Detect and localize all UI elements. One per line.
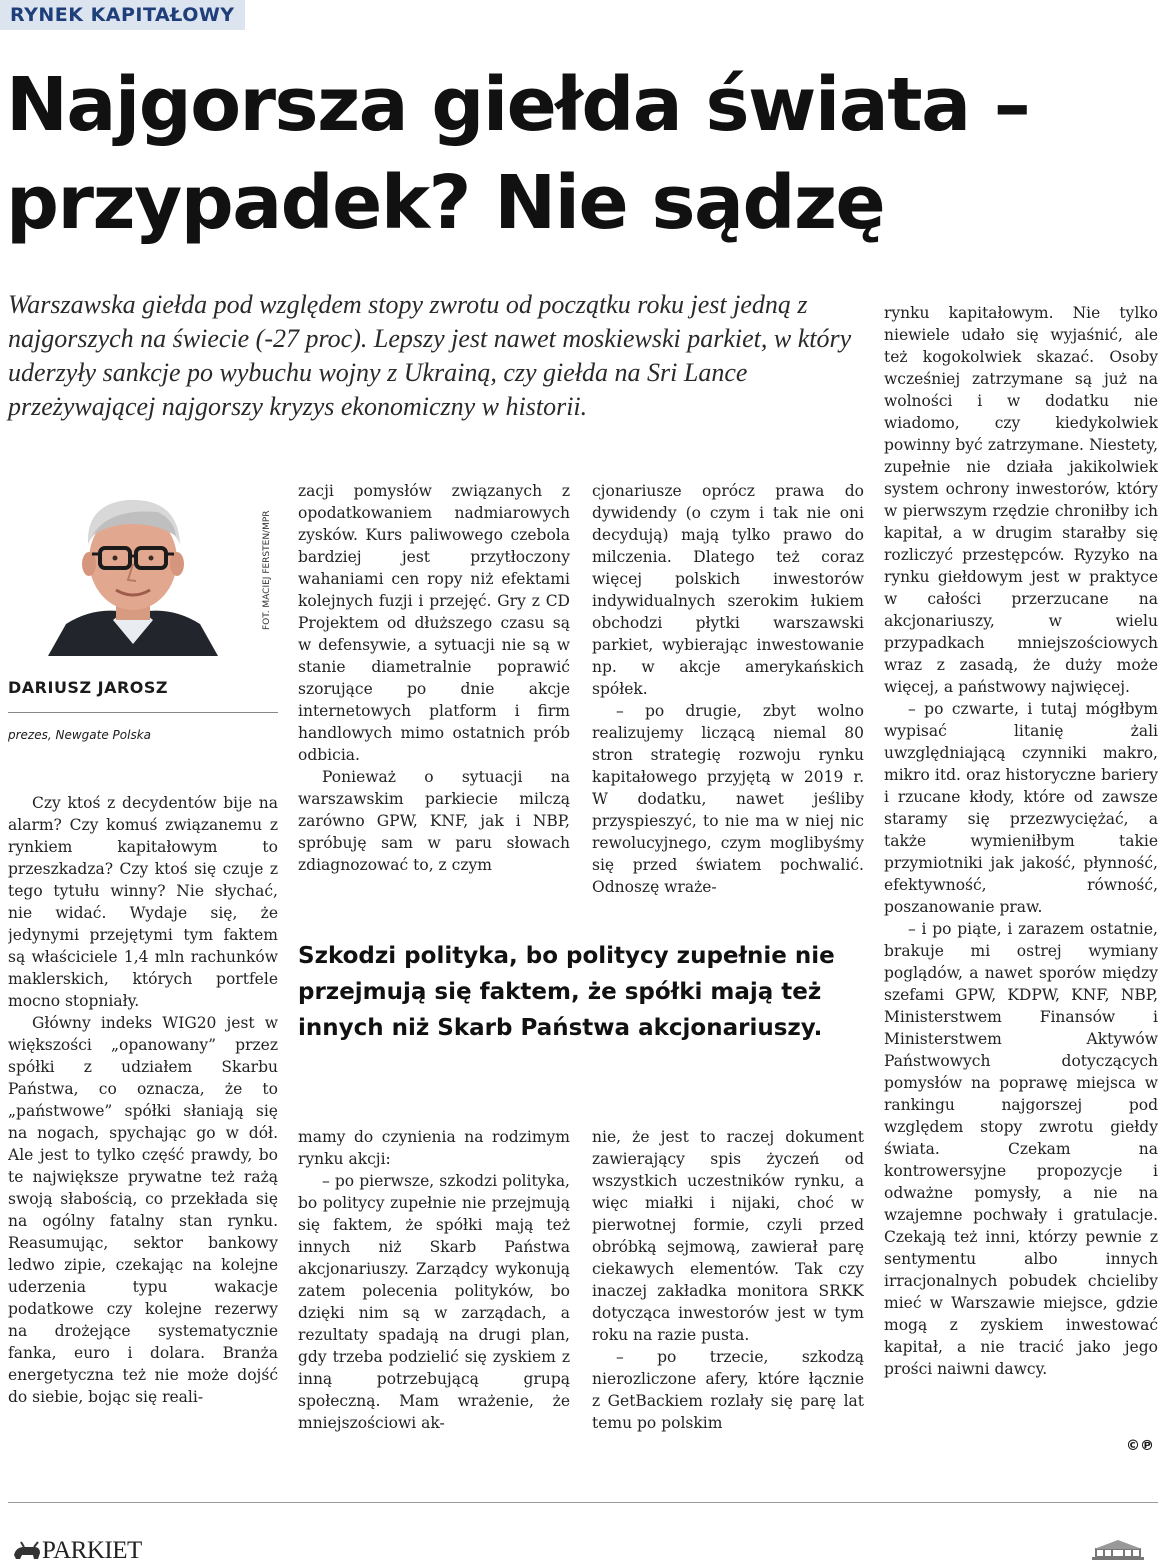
article-column-3-top (592, 480, 864, 908)
pull-quote: Szkodzi polityka, bo politycy zupełnie nie przejmują się faktem, że spółki mają też innych niż Skarb Państwa akcjonariuszy. (298, 943, 835, 1041)
article-column-2-bottom (298, 1126, 570, 1468)
author-photo (8, 474, 258, 656)
paragraph: cjonariusze oprócz prawa do dywidendy (o czym i tak nie oni decydują) mają tylko prawo do milczenia. Dlatego też coraz więcej polskich inwestorów indywidualnych szerokim łukiem obchodzi płytki warszawski parkiet, wybierając inwestowanie np. w akcje amerykańskich spółek. (592, 482, 864, 698)
article-column-3-bottom (592, 1126, 864, 1468)
lead-paragraph: Warszawska giełda pod względem stopy zwrotu od początku roku jest jedną z najgorszych na świecie (-27 proc). Lepszy jest nawet moskiewski parkiet, w który uderzyły sankcje po wybuchu wojny z Ukrainą, czy giełda na Sri Lance przeżywającej najgorszy kryzys ekonomiczny w historii. (8, 290, 852, 421)
author-role: prezes, Newgate Polska (8, 728, 152, 742)
copyright-mark: ©℗ (1126, 1438, 1154, 1454)
masthead-title: PARKIET (42, 1537, 142, 1564)
paragraph: nie, że jest to raczej dokument zawierający spis życzeń od wszystkich uczestników rynku, a więc miałki i nijaki, choć w pierwotnej formie, czyli przed obróbką sejmową, zawierał parę ciekawych elementów. Tak czy inaczej zakładka monitora SRKK dotycząca inwestorów jest w tym roku na razie pusta. (592, 1128, 864, 1344)
paragraph: – po pierwsze, szkodzi polityka, bo politycy zupełnie nie przejmują się faktem, że spółki mają też innych niż Skarb Państwa akcjonariuszy. Zarządcy wykonują zatem polecenia polityków, bo dzięki nim są w zarządach, a rezultaty spadają na drugi plan, gdy trzeba podzielić się zyskiem z inną potrzebującą grupą społeczną. Mam wrażenie, że mniejszościowi ak- (298, 1172, 570, 1432)
paragraph: mamy do czynienia na rodzimym rynku akcji: (298, 1128, 570, 1168)
paragraph: – po drugie, zbyt wolno realizujemy liczącą niemal 80 stron strategię rozwoju rynku kapitałowego przyjętą w 2019 r. W dodatku, nawet jeśliby przyspieszyć, to nie ma w niej nic rewolucyjnego, czym moglibyśmy się przed światem pochwalić. Odnoszę wraże- (592, 702, 864, 896)
article-column-1 (8, 792, 278, 1466)
article-column-4 (884, 302, 1158, 1468)
paragraph: Główny indeks WIG20 jest w większości „opanowany” przez spółki z udziałem Skarbu Państwa, co oznacza, że to „państwowe” spółki słaniają się na nogach, spychając go w dół. Ale jest to tylko część prawdy, bo te największe prywatne też rażą swoją słabością, co przekłada się na ogólny fatalny stan rynku. Reasumując, sektor bankowy ledwo zipie, czekając na kolejne uderzenia typu wakacje podatkowe czy kolejne rezerwy na drożejące systematycznie fanka, euro i dolara. Branża energetyczna też nie może dojść do siebie, bojąc się reali- (8, 1014, 278, 1406)
photo-credit: FOT. MACIEJ FERSTEN/MPR (262, 510, 272, 630)
author-name: DARIUSZ JAROSZ (8, 678, 169, 697)
paragraph: rynku kapitałowym. Nie tylko niewiele udało się wyjaśnić, ale też kogokolwiek skazać. Osoby wcześniej zatrzymane są już na wolności i w dodatku nie wiadomo, czy kiedykolwiek powinny być zatrzymane. Niestety, zupełnie nie działa jakikolwiek system ochrony inwestorów, który w pierwszym rzędzie chroniłby ich kapitał, a w drugim starałby się rozliczyć przestępców. Ryzyko na rynku giełdowym jest w praktyce w całości przerzucane na akcjonariuszy, w wielu przypadkach mniejszościowych wraz z zasadą, że duży może więcej, a państwowy najwięcej. (884, 304, 1158, 696)
paragraph: – po trzecie, szkodzą nierozliczone afery, które łącznie z GetBackiem rozlały się parę lat temu po polskim (592, 1348, 864, 1432)
author-portrait-illustration (8, 474, 258, 656)
paragraph: – po czwarte, i tutaj mógłbym wypisać litanię żali uwzględniającą czynniki makro, mikro itd. oraz historyczne bariery i rzucane kłody, które od zawsze staramy się przezwyciężać, a także wymieniłbym takie przymiotniki jak jakość, płynność, efektywność, równość, poszanowanie praw. (884, 700, 1158, 916)
article-column-2-top (298, 480, 570, 908)
bull-icon (12, 1539, 42, 1563)
paragraph: zacji pomysłów związanych z opodatkowaniem nadmiarowych zysków. Kurs paliwowego czebola bardziej jest przytłoczony wahaniami cen ropy niż efektami kolejnych fuzji i przejęć. Gry z CD Projektem od dłuższego czasu są w defensywie, a sytuacji nie są w stanie diametralnie poprawić szorujące po dnie akcje internetowych platform i firm handlowych mimo ostatnich prób odbicia. (298, 482, 570, 764)
paragraph: Czy ktoś z decydentów bije na alarm? Czy komuś związanemu z rynkiem kapitałowym to przeszkadza? Czy ktoś się czuje z tego tytułu winny? Nie słychać, nie widać. Wydaje się, że jedynymi przejętymi tym faktem są właściciele 1,4 mln rachunków maklerskich, których portfele mocno stopniały. (8, 794, 278, 1010)
footer-divider (8, 1502, 1158, 1503)
paragraph: – i po piąte, i zarazem ostatnie, brakuje mi ostrej wymiany poglądów, a nawet sporów między szefami GPW, KDPW, KNF, NBP, Ministerstwem Finansów i Ministerstwem Aktywów Państwowych dotyczących pomysłów na poprawę miejsca w rankingu najgorszej pod względem stopy zwrotu giełdy świata. Czekam na kontrowersyjne propozycje i odważne pomysły, a nie na wzajemne pochwały i gratulacje. Czekają też inni, którzy pewnie z sentymentu albo innych irracjonalnych pobudek chcieliby mieć w Warszawie miejsce, gdzie mogą z zyskiem inwestować kapitał, a nie tracić jako jego prości naiwni dawcy. (884, 920, 1158, 1378)
headline: Najgorsza giełda świata – przypadek? Nie sądzę (6, 62, 1030, 246)
paragraph: Ponieważ o sytuacji na warszawskim parkiecie milczą zarówno GPW, KNF, jak i NBP, spróbuję sam w paru słowach zdiagnozować to, z czym (298, 768, 570, 874)
masthead-logo (12, 1538, 142, 1564)
building-emblem-icon (1088, 1538, 1148, 1562)
author-divider (8, 712, 278, 713)
section-label: RYNEK KAPITAŁOWY (0, 0, 245, 30)
